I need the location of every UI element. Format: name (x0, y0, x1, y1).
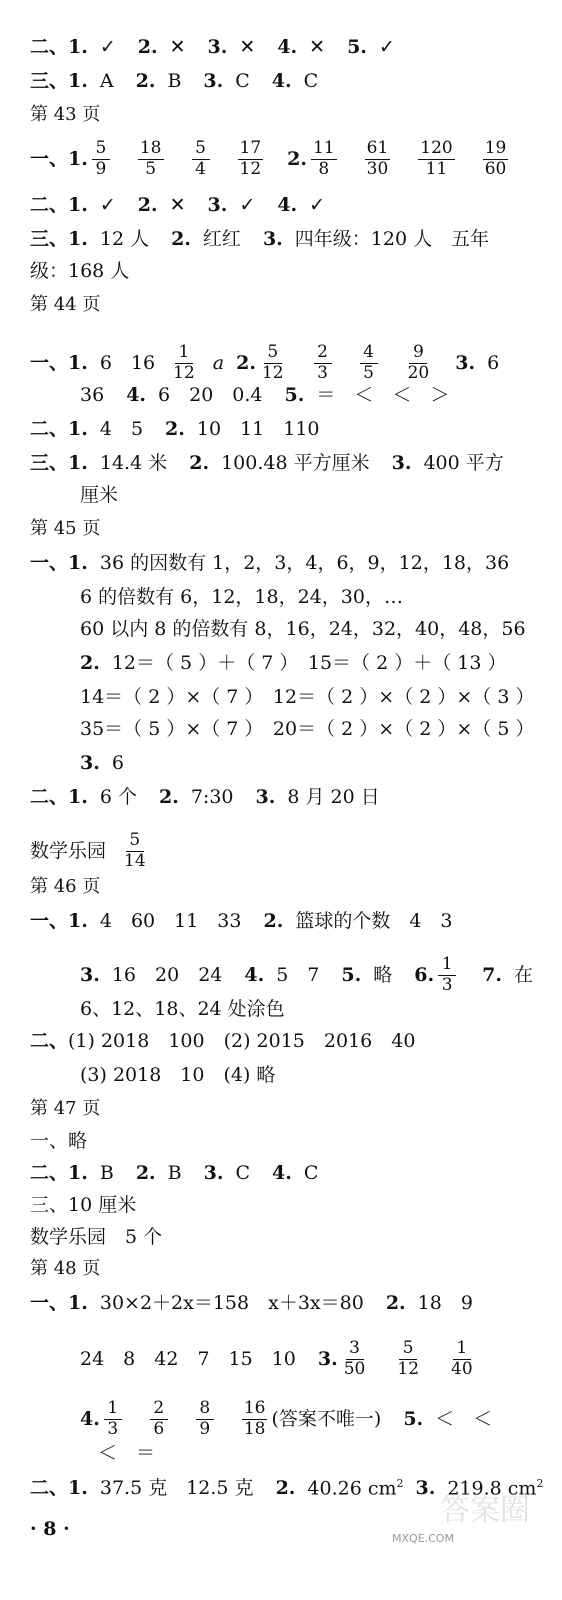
item-number: 3. (262, 228, 283, 250)
item-number: 2. (263, 910, 284, 932)
answer-text: 6 20 0.4 (158, 384, 263, 406)
answer-text: 37.5 克 12.5 克 (99, 1476, 254, 1499)
item-number: 1. (68, 194, 88, 216)
item-number: 2. (171, 228, 191, 250)
check-mark: ✓ (378, 36, 395, 58)
answer-line (80, 386, 546, 405)
fraction: $\frac{2}{6}$ (150, 1400, 168, 1439)
check-mark: ✓ (99, 194, 116, 216)
answer-text: ＝ ＜ ＜ ＞ (316, 384, 450, 406)
item-number: 1. (68, 1292, 88, 1314)
page-heading: 第 45 页 (30, 518, 101, 539)
fraction-answer-line (30, 140, 546, 179)
item-number: 5. (403, 1407, 424, 1430)
page-heading: 第 44 页 (30, 294, 101, 315)
item-number: 2. (275, 1476, 296, 1499)
answer-text: B (167, 1162, 182, 1184)
fraction: $\frac{18}{5}$ (139, 138, 162, 179)
item-number: 4. (271, 70, 292, 92)
answer-line: 14＝（ 2 ）×（ 7 ） 12＝（ 2 ）×（ 2 ）×（ 3 ） (80, 686, 535, 708)
answer-text: 24 8 42 7 15 10 (80, 1347, 296, 1370)
answer-text: 5 7 (276, 963, 320, 986)
section-marker: 一、 (30, 910, 69, 932)
page-heading: 第 43 页 (30, 104, 101, 125)
answer-text: 6 (111, 752, 124, 774)
answer-text: 6 16 (99, 351, 156, 374)
fraction: $\frac{1}{40}$ (451, 1338, 473, 1379)
item-number: 1. (68, 351, 88, 374)
item-number: 2. (135, 1162, 156, 1184)
item-number: 4. (244, 963, 265, 986)
check-mark: ✓ (239, 194, 256, 216)
item-number: 2. (80, 652, 100, 674)
section-marker: 三、 (30, 228, 69, 250)
page-heading: 第 46 页 (30, 876, 101, 897)
item-number: 5. (341, 963, 362, 986)
item-number: 1. (68, 147, 88, 170)
item-number: 3. (207, 36, 228, 58)
math-park-line: 数学乐园 5 个 (30, 1226, 163, 1248)
item-number: 3. (455, 351, 476, 374)
fraction: $\frac{1}{12}$ (173, 342, 195, 383)
fraction-answer-line (30, 344, 546, 383)
item-number: 1. (68, 1162, 88, 1184)
item-number: 4. (277, 36, 298, 58)
item-number: 3. (317, 1347, 338, 1370)
item-number: 1. (68, 228, 88, 250)
section-marker: 三、 (30, 452, 69, 474)
answer-text: 100.48 平方厘米 (221, 452, 370, 474)
answer-line (30, 1032, 546, 1051)
answer-text: 4 5 (99, 418, 144, 440)
fraction: $\frac{3}{50}$ (343, 1338, 366, 1379)
answer-text: 7:30 (190, 786, 234, 808)
answer-text: 6 个 (99, 786, 137, 808)
answer-line (30, 788, 546, 807)
answer-text: 36 (80, 384, 105, 406)
fraction: $\frac{5}{4}$ (192, 140, 210, 179)
item-number: 7. (482, 963, 502, 986)
item-number: 6. (414, 963, 435, 986)
item-number: 1. (68, 36, 88, 58)
item-number: 2. (137, 194, 158, 216)
fraction: $\frac{16}{18}$ (243, 1398, 266, 1439)
answer-text: 400 平方 (423, 452, 504, 474)
check-mark: ✓ (309, 194, 326, 216)
answer-line (80, 654, 546, 673)
item-number: 4. (80, 1407, 100, 1430)
answer-text: C (235, 1162, 251, 1184)
fraction: $\frac{5}{12}$ (261, 342, 284, 383)
item-number: 3. (80, 963, 100, 986)
item-number: 2. (159, 786, 179, 808)
fraction: $\frac{5}{9}$ (92, 140, 110, 179)
answer-line: 6、12、18、24 处涂色 (80, 998, 285, 1020)
item-number: 4. (272, 1162, 292, 1184)
answer-line (30, 454, 546, 473)
answer-text: 14.4 米 (99, 452, 168, 474)
item-number: 1. (68, 452, 88, 474)
answer-text: 红红 (202, 228, 241, 250)
section-marker: 二、 (30, 1476, 69, 1499)
item-number: 5. (347, 36, 367, 58)
answer-text: 40.26 $cm^2$ (307, 1477, 404, 1500)
item-number: 3. (391, 452, 412, 474)
answer-text: C (303, 1162, 319, 1184)
answer-text: (1) 2018 100 (2) 2015 2016 40 (68, 1030, 416, 1052)
math-park-label: 数学乐园 (30, 839, 107, 862)
answer-line (30, 1294, 546, 1313)
cross-mark: ✕ (239, 36, 256, 58)
answer-text: ＜ ＜ (435, 1407, 493, 1430)
cross-mark: ✕ (309, 36, 326, 58)
item-number: 3. (207, 194, 228, 216)
item-number: 1. (68, 418, 88, 440)
answer-line: 一、略 (30, 1130, 88, 1152)
fraction: $\frac{1}{3}$ (104, 1400, 122, 1439)
section-marker: 三、 (30, 70, 69, 92)
item-number: 3. (203, 1162, 224, 1184)
answer-text: 略 (373, 963, 393, 986)
item-number: 3. (255, 786, 276, 808)
fraction: $\frac{17}{12}$ (239, 138, 262, 179)
answer-line (30, 912, 546, 931)
math-park-line (30, 832, 546, 871)
fraction: $\frac{2}{3}$ (314, 344, 332, 383)
fraction: $\frac{4}{5}$ (360, 344, 378, 383)
fraction-answer-line (80, 1400, 546, 1439)
watermark-text: 答案圈 (440, 1493, 530, 1528)
answer-line: 60 以内 8 的倍数有 8，16，24，32，40，48，56 (80, 618, 526, 640)
page-number: · 8 · (30, 1518, 70, 1540)
answer-line (30, 554, 546, 573)
fraction: $\frac{8}{9}$ (196, 1400, 214, 1439)
check-mark: ✓ (99, 36, 116, 58)
answer-text: 36 的因数有 1，2，3，4，6，9，12，18，36 (99, 552, 510, 574)
item-number: 1. (68, 786, 88, 808)
item-number: 1. (68, 552, 88, 574)
answer-text: 10 11 110 (196, 418, 320, 440)
section-marker: 二、 (30, 36, 69, 58)
item-number: 3. (203, 70, 224, 92)
answer-text: B (99, 1162, 114, 1184)
fraction: $\frac{5}{14}$ (124, 830, 146, 871)
cross-mark: ✕ (169, 36, 186, 58)
answer-line: 三、10 厘米 (30, 1194, 137, 1216)
section-marker: 二、 (30, 194, 69, 216)
answer-line (30, 1164, 546, 1183)
answer-continuation: 级：168 人 (30, 260, 130, 282)
item-number: 2. (287, 147, 307, 170)
fraction: $\frac{5}{12}$ (397, 1338, 420, 1379)
item-number: 2. (135, 70, 156, 92)
answer-line: ＜ ＝ (98, 1442, 156, 1464)
fraction: $\frac{11}{8}$ (312, 138, 335, 179)
answer-text: 4 60 11 33 (99, 910, 242, 932)
fraction: $\frac{9}{20}$ (407, 342, 430, 383)
answer-note: (答案不唯一) (271, 1407, 382, 1430)
item-number: 1. (68, 70, 88, 92)
fraction: $\frac{120}{11}$ (420, 138, 453, 179)
item-number: 2. (189, 452, 210, 474)
answer-text: 在 (513, 963, 533, 986)
answer-line (80, 956, 546, 995)
fraction: $\frac{1}{3}$ (438, 956, 456, 995)
answer-text: 6 (487, 351, 500, 374)
watermark-logo (436, 1488, 548, 1530)
fraction: $\frac{61}{30}$ (366, 138, 389, 179)
item-number: 5. (284, 384, 305, 406)
watermark-url: MXQE.COM (392, 1532, 454, 1545)
answer-continuation: 厘米 (80, 484, 119, 506)
answer-line (30, 196, 546, 215)
item-number: 2. (137, 36, 158, 58)
item-number: 4. (277, 194, 298, 216)
item-number: 2. (236, 351, 256, 374)
answer-text: 篮球的个数 4 3 (295, 910, 453, 932)
answer-text: C (235, 70, 250, 92)
item-number: 1. (68, 910, 88, 932)
answer-line (30, 72, 546, 91)
section-marker: 二、 (30, 1030, 69, 1052)
item-number: 2. (385, 1292, 406, 1314)
section-marker: 一、 (30, 351, 69, 374)
cross-mark: ✕ (169, 194, 186, 216)
answer-text: 8 月 20 日 (287, 786, 380, 808)
answer-text: 219.8 $cm^2$ (447, 1477, 544, 1500)
answer-text: 16 20 24 (111, 963, 223, 986)
answer-line (80, 754, 546, 773)
answer-text: 18 9 (417, 1292, 473, 1314)
answer-line: (3) 2018 10 (4) 略 (80, 1064, 276, 1086)
answer-text: 12 人 (99, 228, 150, 250)
section-marker: 二、 (30, 1162, 69, 1184)
item-number: 1. (68, 1476, 88, 1499)
answer-text: A (99, 70, 114, 92)
section-marker: 二、 (30, 786, 69, 808)
section-marker: 一、 (30, 552, 69, 574)
page-heading: 第 47 页 (30, 1098, 101, 1119)
answer-text: C (303, 70, 319, 92)
answer-line: 35＝（ 5 ）×（ 7 ） 20＝（ 2 ）×（ 2 ）×（ 5 ） (80, 718, 535, 740)
fraction-answer-line (80, 1340, 546, 1379)
answer-line (30, 38, 546, 57)
answer-text: 四年级：120 人 五年 (294, 228, 490, 250)
answer-line (30, 230, 546, 249)
item-number: 3. (80, 752, 100, 774)
item-number: 2. (165, 418, 185, 440)
page-heading: 第 48 页 (30, 1258, 101, 1279)
fraction: $\frac{19}{60}$ (484, 138, 507, 179)
item-number: 3. (415, 1476, 436, 1499)
section-marker: 一、 (30, 1292, 69, 1314)
answer-text: 12＝（ 5 ）＋（ 7 ） 15＝（ 2 ）＋（ 13 ） (111, 652, 507, 674)
item-number: 4. (126, 384, 147, 406)
answer-text: B (167, 70, 182, 92)
answer-line (30, 420, 546, 439)
equation-text: 30×2＋2x＝158 x＋3x＝80 (99, 1292, 364, 1314)
section-marker: 一、 (30, 147, 69, 170)
section-marker: 二、 (30, 418, 69, 440)
answer-line: 6 的倍数有 6，12，18，24，30，… (80, 586, 403, 608)
variable-a: a (212, 351, 225, 374)
